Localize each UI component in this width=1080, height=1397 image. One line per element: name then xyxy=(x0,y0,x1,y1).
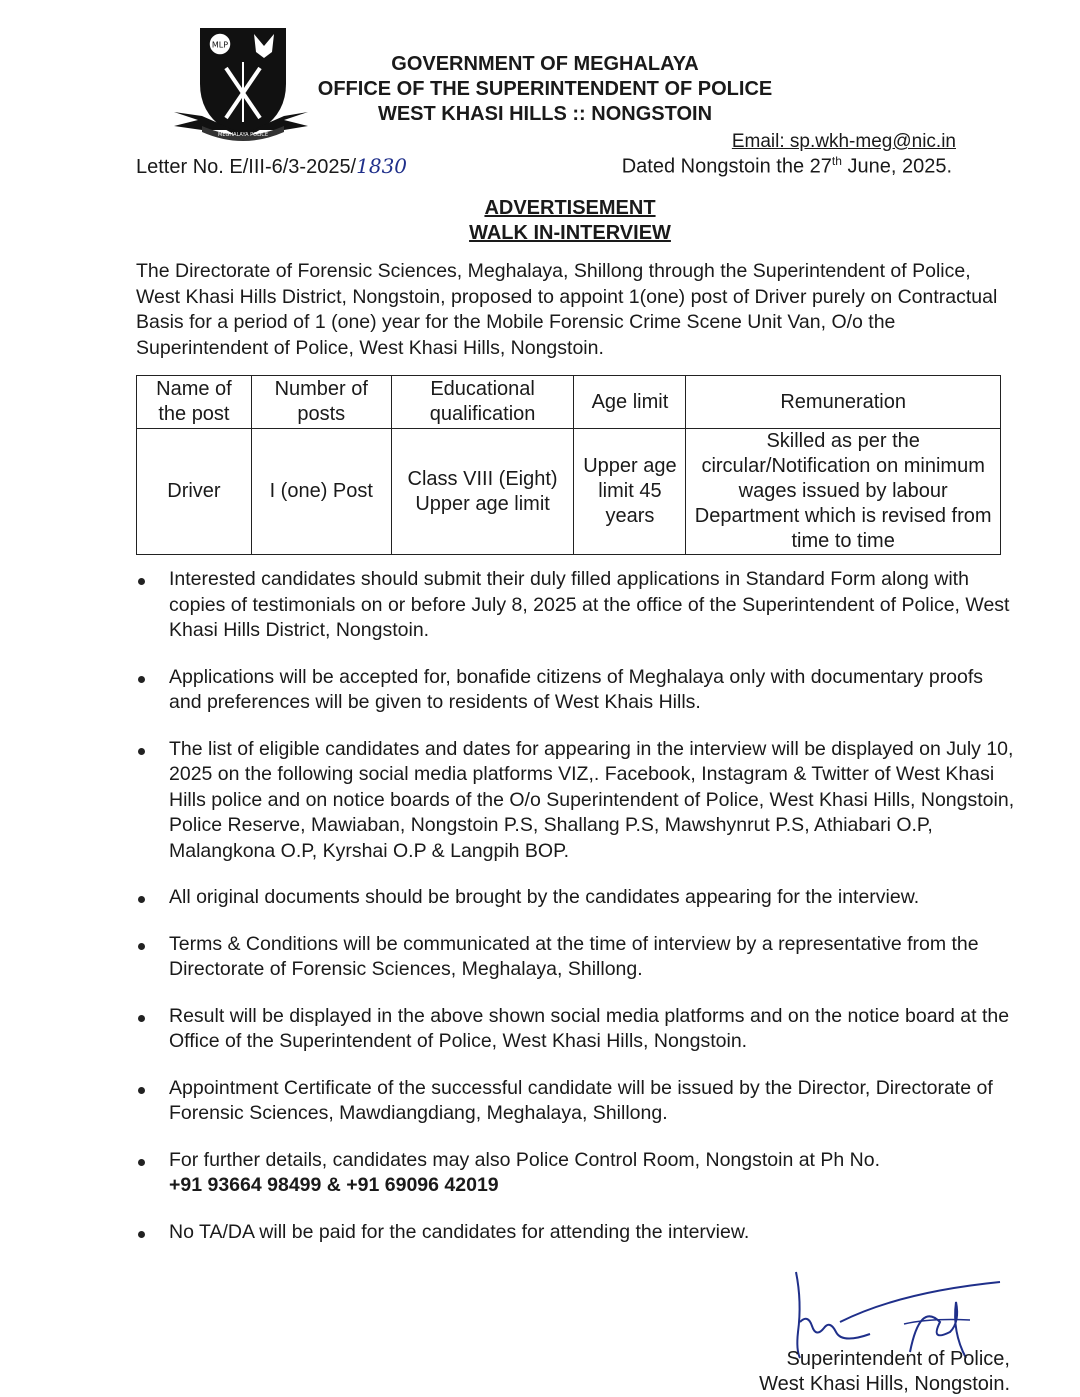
conditions-list xyxy=(136,567,1016,1245)
date-suffix: June, 2025. xyxy=(841,155,952,178)
cell-remuneration: Skilled as per the circular/Notification on minimum wages issued by labour Department which is revised from time to time xyxy=(686,429,1001,555)
letter-date xyxy=(622,154,952,179)
bullet-icon xyxy=(138,748,145,755)
list-item: All original documents should be brought by the candidates appearing for the interview. xyxy=(136,885,1016,911)
letterhead xyxy=(290,52,800,127)
col-header-number-of-posts: Number of posts xyxy=(251,376,391,429)
col-header-age-limit: Age limit xyxy=(574,376,686,429)
emblem-ribbon-text: MEGHALAYA POLICE xyxy=(218,132,268,138)
signatory-block xyxy=(759,1347,1010,1397)
table-row xyxy=(137,429,1001,555)
list-item: Appointment Certificate of the successful candidate will be issued by the Director, Directorate of Forensic Sciences, Mawdiangdiang, Meghalaya, Shillong. xyxy=(136,1076,1016,1127)
col-header-remuneration: Remuneration xyxy=(686,376,1001,429)
cell-qualification: Class VIII (Eight) Upper age limit xyxy=(391,429,574,555)
table-header-row xyxy=(137,376,1001,429)
cell-number-of-posts: I (one) Post xyxy=(251,429,391,555)
list-item: No TA/DA will be paid for the candidates for attending the interview. xyxy=(136,1220,1016,1246)
letterhead-office: OFFICE OF THE SUPERINTENDENT OF POLICE xyxy=(317,78,773,100)
list-item: Applications will be accepted for, bonafide citizens of Meghalaya only with documentary proofs and preferences will be given to residents of West Khais Hills. xyxy=(136,665,1016,716)
bullet-icon xyxy=(138,578,145,585)
phone-numbers: +91 93664 98499 & +91 69096 42019 xyxy=(169,1174,499,1196)
letter-number-handwritten: 1830 xyxy=(356,154,408,178)
cell-age-limit: Upper age limit 45 years xyxy=(574,429,686,555)
list-item: Interested candidates should submit their duly filled applications in Standard Form along with copies of testimonials on or before July 8, 2025 at the office of the Superintendent of Police, West Khasi Hills District, Nongstoin. xyxy=(136,567,1016,644)
signatory-title: Superintendent of Police, xyxy=(786,1348,1010,1370)
bullet-icon xyxy=(138,676,145,683)
bullet-icon xyxy=(138,1015,145,1022)
date-prefix: Dated Nongstoin the 27 xyxy=(621,155,832,178)
col-header-post-name: Name of the post xyxy=(137,376,252,429)
signatory-office: West Khasi Hills, Nongstoin. xyxy=(759,1373,1010,1395)
list-item: Terms & Conditions will be communicated at the time of interview by a representative from the Directorate of Forensic Sciences, Meghalaya, Shillong. xyxy=(136,932,1016,983)
letterhead-district: WEST KHASI HILLS :: NONGSTOIN xyxy=(377,103,713,125)
bullet-icon xyxy=(138,1087,145,1094)
emblem-mlp-text: MLP xyxy=(211,40,229,50)
bullet-icon xyxy=(138,943,145,950)
police-emblem-icon xyxy=(168,22,308,147)
bullet-icon xyxy=(138,1159,145,1166)
list-item: The list of eligible candidates and dates for appearing in the interview will be displayed on July 10, 2025 on the following social media platforms VIZ,. Facebook, Instagram & Twitter of West Khasi Hills police and on notice boards of the O/o Superintendent of Police, West Khasi Hills, Nongstoin, Police Reserve, Mawiaban, Nongstoin P.S, Shallang P.S, Mawshynrut P.S, Athiabari O.P, Malangkona O.P, Kyrshai O.P & Langpih BOP. xyxy=(136,737,1016,865)
col-header-qualification: Educational qualification xyxy=(391,376,574,429)
post-details-table xyxy=(136,375,1001,555)
advertisement-title: ADVERTISEMENT xyxy=(484,197,656,219)
email-address: Email: sp.wkh-meg@nic.in xyxy=(731,131,956,152)
letter-number-prefix: Letter No. E/III-6/3-2025/ xyxy=(136,156,357,178)
walk-in-interview-title: WALK IN-INTERVIEW xyxy=(469,222,671,244)
bullet-icon xyxy=(138,1231,145,1238)
bullet-icon xyxy=(138,896,145,903)
list-item: Result will be displayed in the above shown social media platforms and on the notice board at the Office of the Superintendent of Police, West Khasi Hills, Nongstoin. xyxy=(136,1004,1016,1055)
date-ordinal: th xyxy=(831,154,842,168)
cell-post-name: Driver xyxy=(137,429,252,555)
letterhead-government: GOVERNMENT OF MEGHALAYA xyxy=(391,53,699,75)
intro-paragraph: The Directorate of Forensic Sciences, Meghalaya, Shillong through the Superintendent of Police, West Khasi Hills District, Nongstoin, proposed to appoint 1(one) post of Driver purely on Contractual Basis for a period of 1 (one) year for the Mobile Forensic Crime Scene Unit Van, O/o the Superintendent of Police, West Khasi Hills, Nongstoin. xyxy=(136,260,998,359)
list-item: For further details, candidates may also Police Control Room, Nongstoin at Ph No. +91 93664 98499 & +91 69096 42019 xyxy=(136,1148,1016,1199)
letter-number xyxy=(136,154,407,179)
